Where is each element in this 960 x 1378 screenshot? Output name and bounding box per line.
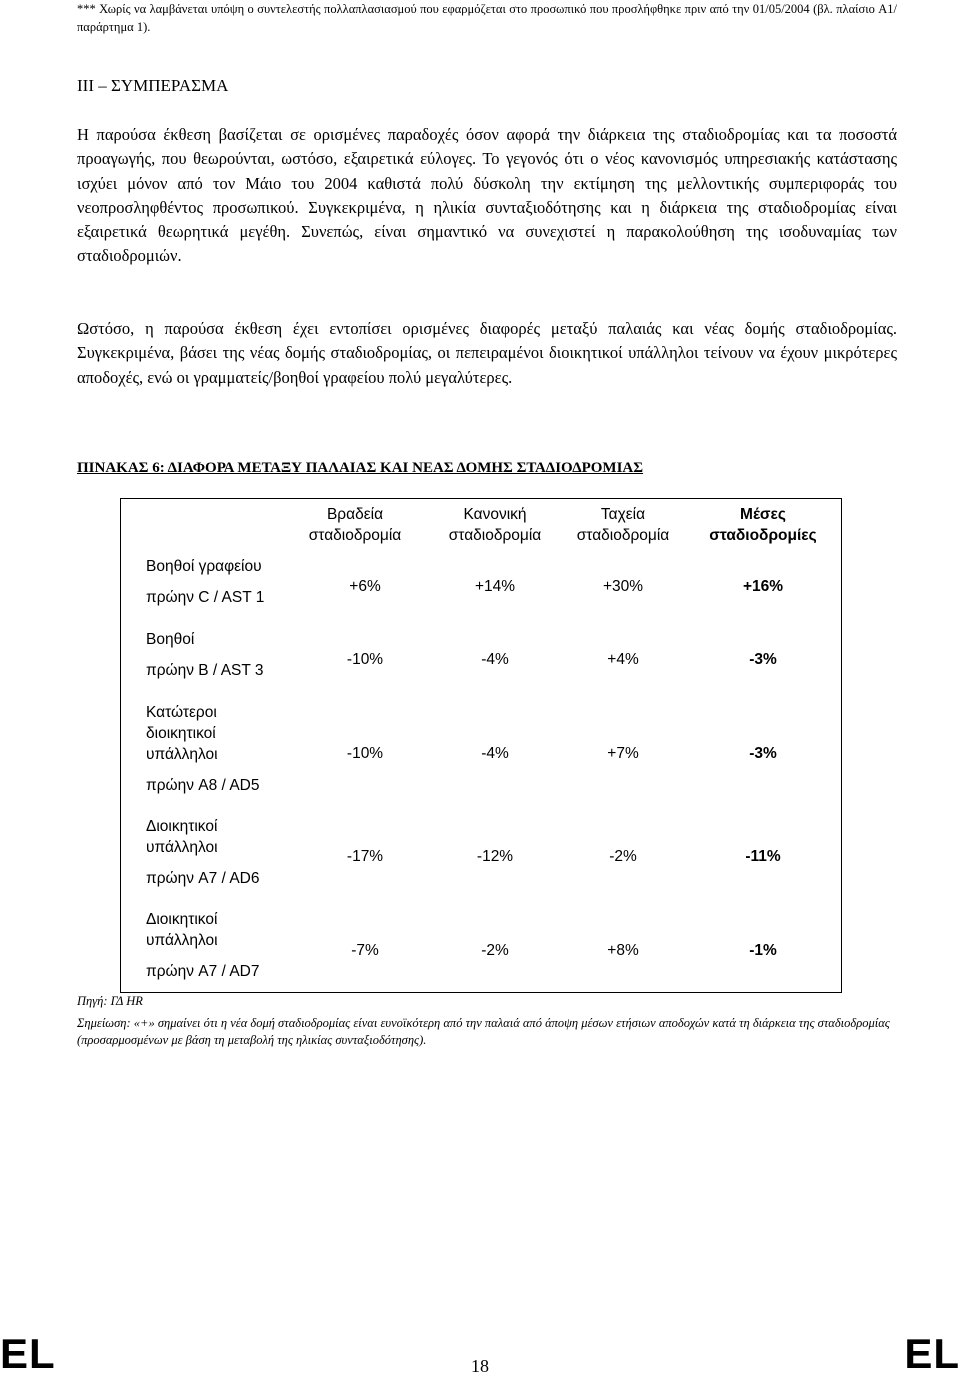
table-source: Πηγή: ΓΔ HR (77, 994, 143, 1008)
table-note: Σημείωση: «+» σημαίνει ότι η νέα δομή σταδιοδρομίας είναι ευνοϊκότερη από την παλαιά από άποψη μέσων ετήσιων αποδοχών κατά τη διάρκεια της σταδιοδρομίας (προσαρμοσμένων με βάση τη μεταβολή της ηλικίας συνταξιοδότησης). (77, 1016, 890, 1047)
table-cell: -2% (609, 848, 637, 865)
table-cell: -11% (745, 848, 781, 865)
section-heading: ΙΙΙ – ΣΥΜΠΕΡΑΣΜΑ (77, 76, 229, 95)
column-header-average: Μέσες σταδιοδρομίες (709, 506, 817, 544)
table-cell: -3% (749, 745, 777, 762)
table-cell: -7% (351, 942, 379, 959)
paragraph-1: Η παρούσα έκθεση βασίζεται σε ορισμένες παραδοχές όσον αφορά την διάρκεια της σταδιοδρομίας και τα ποσοστά προαγωγής, που θεωρούνται, ωστόσο, εξαιρετικά εύλογες. Το γεγονός ότι ο νέος κανονισμός υπηρεσιακής κατάστασης ισχύει μόνον από τον Μάιο του 2004 καθιστά πολύ δύσκολη την εκτίμηση της μελλοντικής συμπεριφοράς του νεοπροσληφθέντος προσωπικού. Συγκεκριμένα, η ηλικία συνταξιοδότησης και η διάρκεια της σταδιοδρομίας είναι εξαιρετικά θεωρητικά μεγέθη. Συνεπώς, είναι σημαντικό να συνεχιστεί η παρακολούθηση της ισοδυναμίας των σταδιοδρομιών. (77, 125, 897, 266)
footer-language-right: EL (904, 1330, 960, 1377)
table-cell: +4% (607, 651, 639, 668)
column-header-slow: Βραδεία σταδιοδρομία (308, 506, 402, 544)
table-cell: +6% (349, 578, 381, 595)
table-cell: -3% (749, 651, 777, 668)
table-cell: +16% (742, 578, 784, 595)
table-cell: +8% (607, 942, 639, 959)
table-cell: -1% (749, 942, 777, 959)
table-cell: +7% (607, 745, 639, 762)
row-label-administrators-ad7: Διοικητικοί υπάλληλοι πρώην A7 / AD7 (146, 911, 260, 980)
row-label-assistants: Βοηθοί πρώην B / AST 3 (146, 631, 264, 679)
row-label-administrators-ad6: Διοικητικοί υπάλληλοι πρώην A7 / AD6 (146, 818, 260, 887)
table-cell: -10% (346, 651, 384, 668)
table-title: ΠΙΝΑΚΑΣ 6: ΔΙΑΦΟΡΑ ΜΕΤΑΞΥ ΠΑΛΑΙΑΣ ΚΑΙ ΝΕΑΣ ΔΟΜΗΣ ΣΤΑΔΙΟΔΡΟΜΙΑΣ (77, 460, 644, 476)
row-label-office-assistants: Βοηθοί γραφείου πρώην C / AST 1 (146, 558, 265, 606)
table-cell: -4% (481, 651, 509, 668)
table-cell: -10% (346, 745, 384, 762)
page-number: 18 (471, 1356, 489, 1376)
paragraph-2: Ωστόσο, η παρούσα έκθεση έχει εντοπίσει ορισμένες διαφορές μεταξύ παλαιάς και νέας δομής σταδιοδρομίας. Συγκεκριμένα, βάσει της νέας δομής σταδιοδρομίας, οι πεπειραμένοι διοικητικοί υπάλληλοι τείνουν να έχουν μικρότερες αποδοχές, ενώ οι γραμματείς/βοηθοί γραφείου πολύ μεγαλύτερες. (77, 319, 897, 387)
footer-language-left: EL (0, 1330, 56, 1377)
column-header-normal: Κανονική σταδιοδρομία (448, 506, 542, 544)
row-label-junior-administrators: Κατώτεροι διοικητικοί υπάλληλοι πρώην A8 / AD5 (146, 704, 260, 794)
table-cell: -2% (481, 942, 509, 959)
table-cell: -4% (481, 745, 509, 762)
table-cell: -12% (476, 848, 514, 865)
table-cell: +14% (474, 578, 516, 595)
top-footnote: *** Χωρίς να λαμβάνεται υπόψη ο συντελεστής πολλαπλασιασμού που εφαρμόζεται στο προσωπικό που προσλήφθηκε πριν από την 01/05/2004 (βλ. πλαίσιο A1/παράρτημα 1). (77, 2, 897, 34)
column-header-fast: Ταχεία σταδιοδρομία (576, 506, 670, 544)
table-cell: -17% (346, 848, 384, 865)
table-cell: +30% (602, 578, 644, 595)
